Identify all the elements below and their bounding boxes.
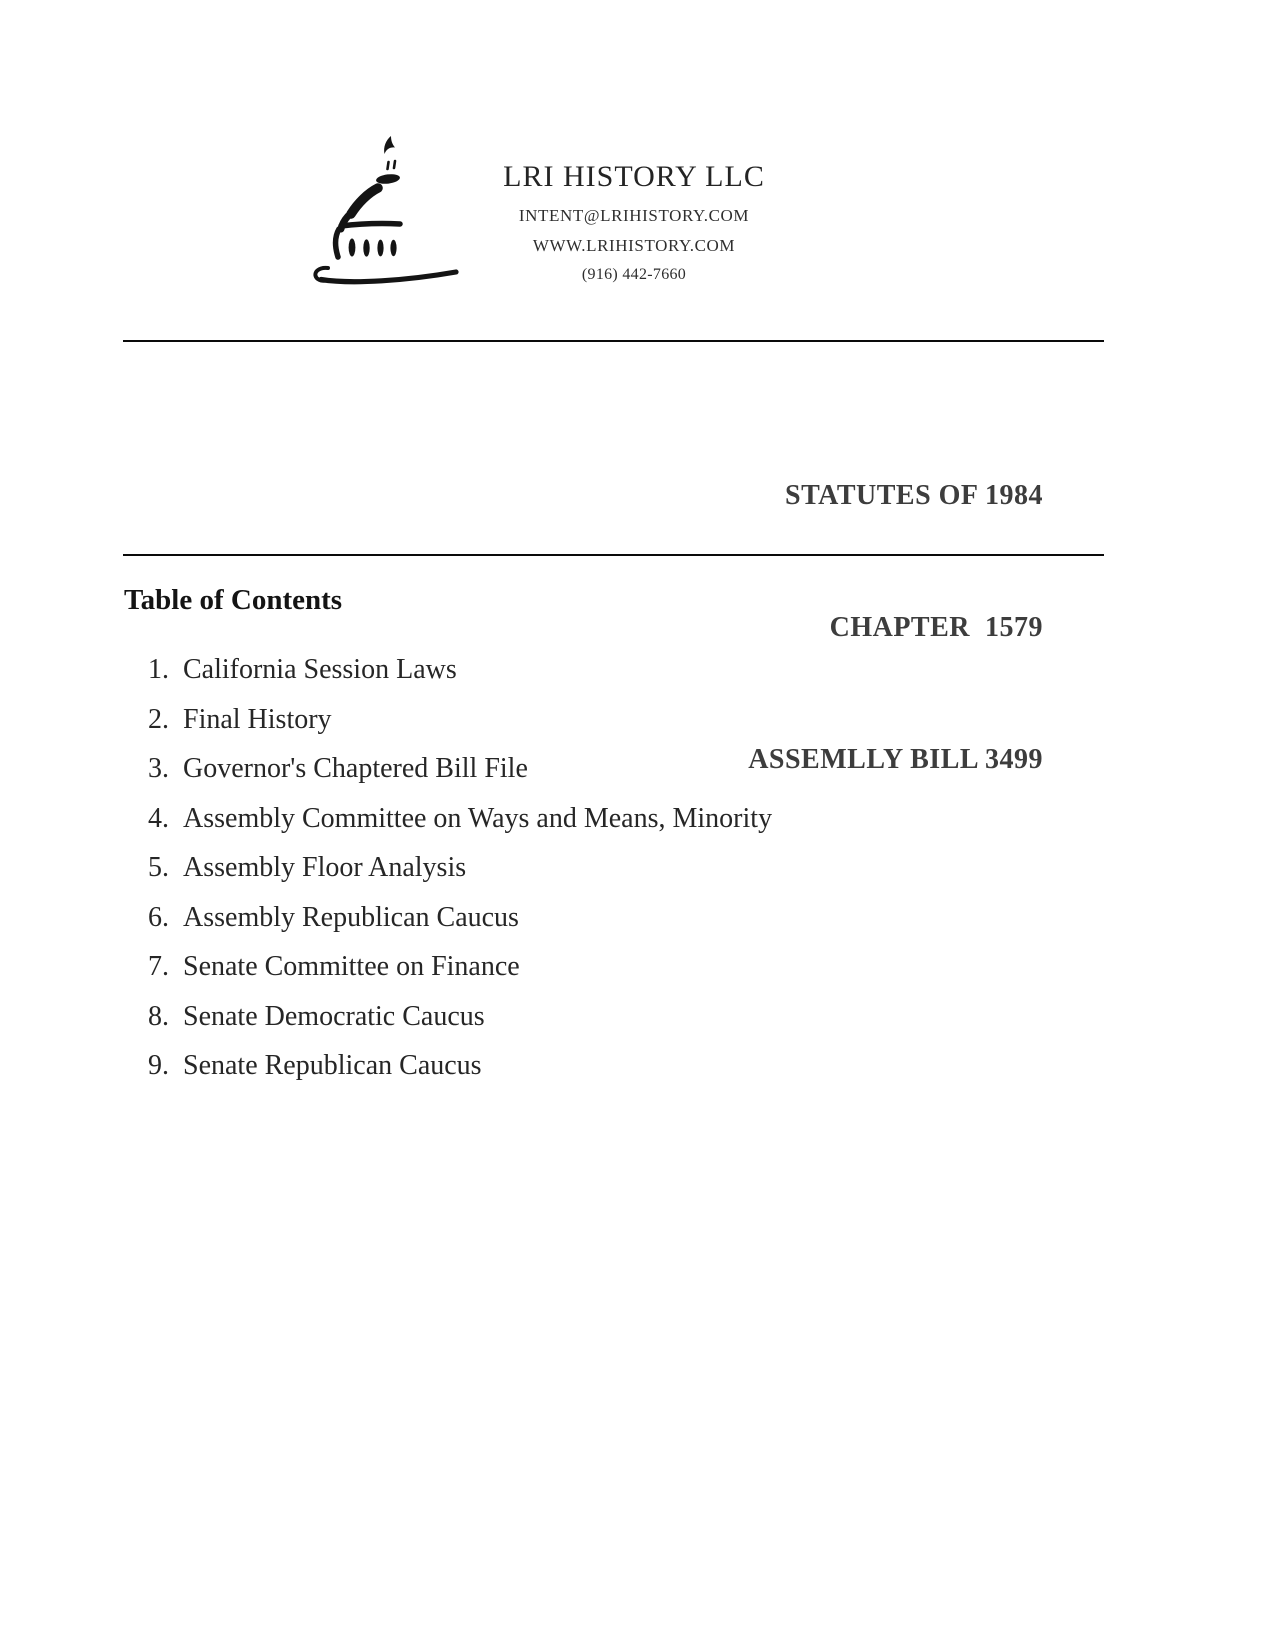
toc-item-number: 3. [148, 753, 169, 784]
letterhead [334, 160, 934, 284]
toc-item-number: 1. [148, 654, 169, 685]
divider-bottom [123, 554, 1104, 556]
toc-item [148, 901, 1048, 933]
toc-item-label: Assembly Floor Analysis [183, 852, 467, 883]
statute-line-statutes: STATUTES OF 1984 [785, 480, 1043, 511]
toc-item [148, 1052, 1048, 1080]
statute-line-chapter: CHAPTER 1579 [829, 612, 1043, 643]
statute-line-bill: ASSEMLLY BILL 3499 [748, 744, 1043, 775]
toc-item-label: Assembly Republican Caucus [183, 901, 519, 933]
toc-item-label: Assembly Committee on Ways and Means, Minority [183, 802, 773, 834]
toc-item-label: Governor's Chaptered Bill File [183, 753, 528, 784]
toc-item-label: Senate Committee on Finance [183, 951, 520, 982]
toc-item-number: 7. [148, 951, 169, 982]
toc-item [148, 953, 1048, 981]
toc-list [148, 656, 1048, 1102]
toc-item [148, 802, 1048, 834]
toc-item-number: 4. [148, 802, 169, 834]
toc-item [148, 1000, 1048, 1032]
toc-item-label: Final History [183, 703, 332, 735]
toc-title: Table of Contents [124, 584, 343, 616]
company-email: INTENT@LRIHISTORY.COM [518, 206, 750, 225]
company-phone: (916) 442-7660 [581, 266, 687, 283]
toc-item [148, 656, 1048, 684]
divider-top [123, 340, 1104, 342]
toc-item [148, 703, 1048, 735]
toc-item-number: 5. [148, 852, 169, 883]
company-website: WWW.LRIHISTORY.COM [532, 236, 736, 255]
toc-item-number: 9. [148, 1050, 169, 1081]
toc-item-number: 2. [148, 703, 169, 735]
toc-item [148, 755, 1048, 783]
toc-item-label: Senate Republican Caucus [183, 1050, 482, 1081]
toc-item-number: 6. [148, 901, 169, 933]
company-name: LRI HISTORY LLC [503, 160, 765, 193]
toc-item-label: California Session Laws [183, 654, 457, 685]
toc-item [148, 854, 1048, 882]
toc-item-number: 8. [148, 1000, 169, 1032]
toc-item-label: Senate Democratic Caucus [183, 1000, 485, 1032]
